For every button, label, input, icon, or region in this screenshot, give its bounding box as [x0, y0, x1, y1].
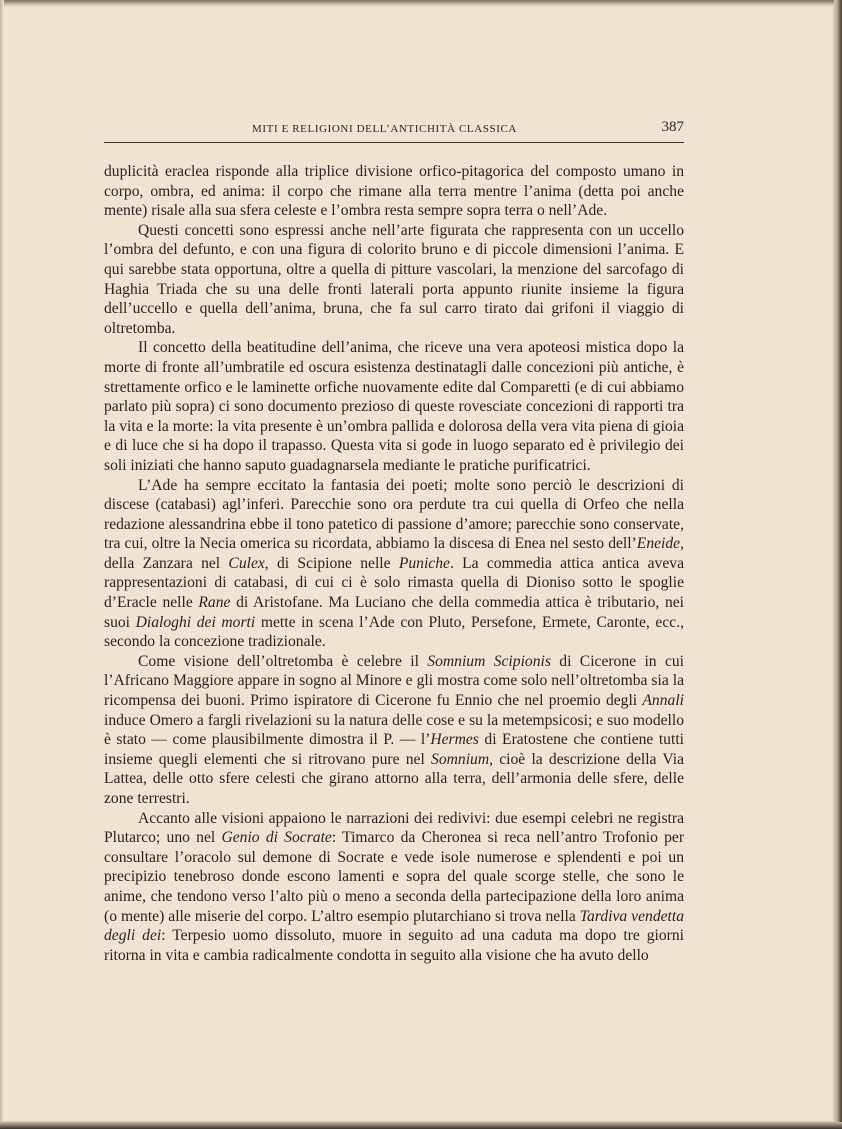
- paragraph: [104, 652, 684, 809]
- text-run: di Eratostene che contiene tutti insieme quegli elementi che si ritrovano pure nel: [104, 731, 684, 768]
- italic-title: Somnium: [431, 750, 490, 768]
- paragraph: [104, 221, 684, 339]
- italic-title: Dialoghi dei morti: [135, 613, 256, 631]
- page-number: 387: [661, 119, 684, 135]
- italic-title: Eneide: [636, 535, 681, 553]
- paragraph: [104, 162, 684, 221]
- page-right-edge: [834, 0, 842, 1129]
- italic-title: Hermes: [430, 731, 479, 749]
- italic-title: Rane: [198, 594, 231, 612]
- text-run: induce Omero a fargli rivelazioni su la natura delle cose e su la metempsicosi; e suo modello è stato — come plausibilmente dimostra il P. — l’: [104, 711, 684, 749]
- italic-title: Somnium Scipionis: [427, 652, 551, 670]
- text-run: L’Ade ha sempre eccitato la fantasia dei poeti; molte sono perciò le descrizioni di discese (catabasi) agl’inferi. Parecchie sono ora perdute tra cui quella di Orfeo che nella redazione alessandrina ebbe il tono patetico di passione d’amore; parecchie sono conservate, tra cui, oltre la Necia omerica su ricordata, abbiamo la discesa di Enea nel sesto dell’: [104, 476, 684, 553]
- paragraph: [104, 809, 684, 966]
- running-title: MITI E RELIGIONI DELL’ANTICHITÀ CLASSICA: [252, 123, 517, 135]
- text-run: di Aristofane. Ma Luciano che della commedia attica è tributario, nei suoi: [104, 594, 684, 631]
- text-run: duplicità eraclea risponde alla triplice divisione orfico-pitagorica del composto umano in corpo, ombra, ed anima: il corpo che rimane alla terra mentre l’anima (detta poi anche mente) risale alla sua sfera celeste e l’ombra resta sempre sopra terra o nell’Ade.: [104, 163, 684, 220]
- italic-title: Tardiva vendetta degli dei: [104, 907, 685, 945]
- text-run: . La commedia attica antica aveva rappresentazioni di catabasi, di cui ci è solo rimasta quella di Dioniso sotto le spoglie d’Eracle nelle: [104, 554, 684, 612]
- italic-title: Annali: [642, 692, 684, 710]
- text-run: Come visione dell’oltretomba è celebre il: [138, 652, 428, 670]
- page-top-edge: [0, 0, 834, 7]
- body-text: [104, 162, 684, 965]
- text-run: di Cicerone in cui l’Africano Maggiore appare in sogno al Minore e gli mostra come solo nell’oltretomba sia la ricompensa dei buoni. Primo ispiratore di Cicerone fu Ennio che nel proemio degli: [104, 652, 685, 710]
- paragraph: [104, 476, 684, 652]
- italic-title: Puniche: [398, 554, 450, 572]
- running-header: [104, 120, 684, 143]
- text-run: , cioè la descrizione della Via Lattea, delle otto sfere celesti che girano attorno alla terra, dell’armonia delle sfere, delle zone terrestri.: [104, 750, 685, 807]
- text-run: Il concetto della beatitudine dell’anima, che riceve una vera apoteosi mistica dopo la morte di fronte all’umbratile ed oscura esistenza destinatagli dalle concezioni più antiche, è strettamente orfico e le laminette orfiche nuovamente edite dal Comparetti (e di cui abbiamo parlato più sopra) ci sono documento prezioso di queste rovesciate concezioni di rapporti tra la vita e la morte: la vita presente è un’ombra pallida e dolorosa della vera vita piena di gioia e di luce che si ha dopo il trapasso. Questa vita si gode in luogo separato ed è privilegio dei soli iniziati che hanno saputo guadagnarsela mediante le pratiche purificatrici.: [104, 339, 684, 474]
- text-run: Questi concetti sono espressi anche nell’arte figurata che rappresenta con un uccello l’ombra del defunto, e con una figura di colorito bruno e di piccole dimensioni l’anima. E qui sarebbe stata opportuna, oltre a quella di pitture vascolari, la menzione del sarcofago di Haghia Triada che su una delle fronti laterali porta appunto riunite insieme la figura dell’uccello e quella dell’anima, bruna, che fa sul carro tirato dai grifoni il viaggio di oltretomba.: [104, 221, 684, 337]
- italic-title: Culex: [228, 554, 265, 572]
- page-bottom-edge: [0, 1122, 842, 1129]
- italic-title: Genio di Socrate: [221, 829, 332, 847]
- text-run: , di Scipione nelle: [264, 554, 399, 572]
- text-run: mette in scena l’Ade con Pluto, Persefone, Ermete, Caronte, ecc., secondo la concezione tradizionale.: [104, 613, 684, 651]
- text-run: : Terpesio uomo dissoluto, muore in seguito ad una caduta ma dopo tre giorni ritorna in vita e cambia radicalmente condotta in seguito alla visione che ha avuto dello: [104, 927, 684, 964]
- paragraph: [104, 338, 684, 475]
- text-run: Accanto alle visioni appaiono le narrazioni dei redivivi: due esempi celebri ne registra Plutarco; uno nel: [104, 809, 684, 847]
- text-run: , della Zanzara nel: [104, 535, 684, 572]
- text-run: : Timarco da Cheronea si reca nell’antro Trofonio per consultare l’oracolo sul demone di Socrate e vede isole numerose e splendenti e poi un precipizio tenebroso donde escono lamenti e sopra del quale scorge stelle, che sono le anime, che tendono verso l’alto più o meno a seconda della partecipazione della loro anima (o mente) alle miserie del corpo. L’altro esempio plutarchiano si trova nella: [104, 829, 685, 925]
- page-left-edge: [0, 0, 4, 1122]
